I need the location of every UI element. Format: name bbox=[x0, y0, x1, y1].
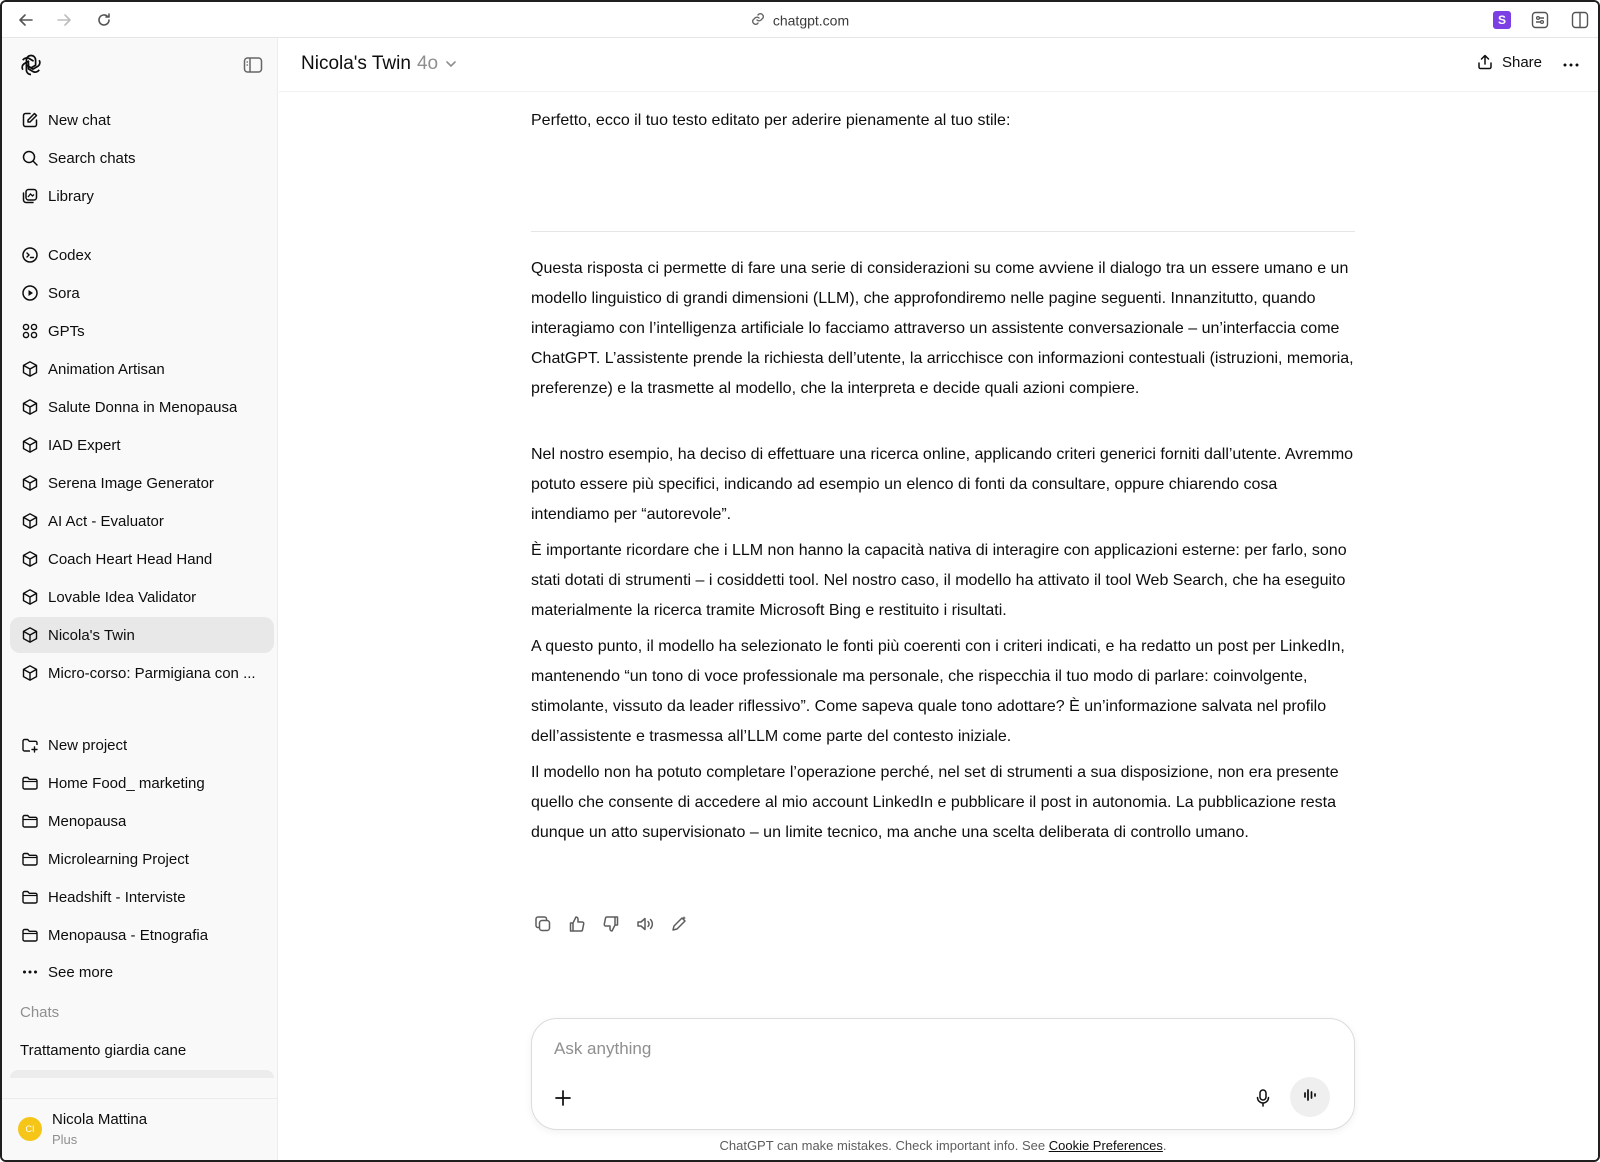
sidebar-item-label: Codex bbox=[48, 246, 92, 264]
sidebar-item-label: Coach Heart Head Hand bbox=[48, 550, 213, 568]
grid-icon bbox=[20, 321, 40, 341]
sidebar-item-gpt[interactable] bbox=[10, 541, 274, 577]
message-paragraph: È importante ricordare che i LLM non hanno la capacità nativa di interagire con applicazioni esterne: per farlo, sono stati dotati di strumenti – i cosiddetti tool. Nel nostro caso, il modello ha attivato il tool Web Search, che ha eseguito materialmente la ricerca tramite Microsoft Bing e restituito i risultati. bbox=[531, 542, 1347, 619]
chat-item-label: Trattamento giardia cane bbox=[20, 1041, 187, 1059]
cube-icon bbox=[20, 549, 40, 569]
voice-waveform-icon bbox=[1301, 1086, 1319, 1109]
sidebar-item-label: Menopausa - Etnografia bbox=[48, 926, 209, 944]
user-name: Nicola Mattina bbox=[52, 1111, 148, 1128]
folder-icon bbox=[20, 811, 40, 831]
chat-item[interactable] bbox=[10, 1032, 274, 1068]
microphone-icon[interactable] bbox=[1250, 1085, 1276, 1111]
split-view-icon[interactable] bbox=[1570, 10, 1590, 30]
share-button[interactable] bbox=[1476, 53, 1542, 71]
sidebar-item-label: Micro-corso: Parmigiana con ... bbox=[48, 664, 256, 682]
divider bbox=[531, 231, 1355, 232]
sidebar-item-sora[interactable] bbox=[10, 275, 274, 311]
sidebar-item-label: Sora bbox=[48, 284, 80, 302]
extension-s-icon[interactable] bbox=[1492, 10, 1512, 30]
cube-icon bbox=[20, 397, 40, 417]
sidebar-header bbox=[2, 38, 277, 92]
user-plan: Plus bbox=[52, 1132, 78, 1147]
library-label: Library bbox=[48, 187, 94, 205]
cube-icon bbox=[20, 359, 40, 379]
folder-icon bbox=[20, 849, 40, 869]
library-icon bbox=[20, 186, 40, 206]
edit-in-canvas-icon[interactable] bbox=[667, 912, 691, 936]
message-paragraph: Il modello non ha potuto completare l’operazione perché, nel set di strumenti a sua disposizione, non era presente quello che consente di accedere al mio account LinkedIn e pubblicare il post in autonomia. La pubblicazione resta dunque un atto supervisionato – un limite tecnico, ma anche una scelta deliberata di controllo umano. bbox=[531, 764, 1339, 841]
sidebar-item-label: IAD Expert bbox=[48, 436, 121, 454]
sidebar-item-label: GPTs bbox=[48, 322, 85, 340]
sidebar-item-gpts[interactable] bbox=[10, 313, 274, 349]
sidebar-item-codex[interactable] bbox=[10, 237, 274, 273]
new-chat-label: New chat bbox=[48, 111, 111, 129]
link-icon bbox=[751, 12, 765, 29]
folder-plus-icon bbox=[20, 735, 40, 755]
sidebar-item-label: Lovable Idea Validator bbox=[48, 588, 197, 606]
sidebar-item-gpt[interactable] bbox=[10, 389, 274, 425]
openai-logo-icon[interactable] bbox=[18, 52, 44, 78]
disclaimer-suffix: . bbox=[1162, 1138, 1167, 1153]
sidebar bbox=[2, 38, 278, 1160]
message-intro: Perfetto, ecco il tuo testo editato per aderire pienamente al tuo stile: bbox=[531, 112, 1011, 129]
sidebar-item-gpt[interactable] bbox=[10, 655, 274, 691]
chevron-down-icon bbox=[444, 57, 458, 71]
cookie-preferences-link[interactable]: Cookie Preferences bbox=[1048, 1138, 1163, 1153]
sidebar-item-project[interactable] bbox=[10, 803, 274, 839]
sidebar-item-project[interactable] bbox=[10, 765, 274, 801]
cube-icon bbox=[20, 511, 40, 531]
cube-icon bbox=[20, 663, 40, 683]
extension-letter: S bbox=[1493, 11, 1511, 29]
sidebar-item-label: Home Food_ marketing bbox=[48, 774, 205, 792]
library-button[interactable] bbox=[10, 178, 274, 214]
search-icon bbox=[20, 148, 40, 168]
sidebar-item-gpt[interactable] bbox=[10, 617, 274, 653]
browser-toolbar bbox=[2, 2, 1598, 38]
sidebar-item-gpt[interactable] bbox=[10, 465, 274, 501]
read-aloud-icon[interactable] bbox=[633, 912, 657, 936]
sidebar-toggle-icon[interactable] bbox=[242, 54, 264, 76]
message-paragraph: Nel nostro esempio, ha deciso di effettuare una ricerca online, applicando criteri generici forniti dall’utente. Avremmo potuto essere più specifici, indicando ad esempio un elenco di fonti da consultare, oppure chiarendo cosa intendiamo per “autorevole”. bbox=[531, 446, 1354, 523]
share-label: Share bbox=[1501, 53, 1542, 71]
see-more-label: See more bbox=[48, 963, 114, 981]
sidebar-item-label: Animation Artisan bbox=[48, 360, 165, 378]
avatar: CI bbox=[18, 1117, 42, 1141]
sidebar-item-label: Salute Donna in Menopausa bbox=[48, 398, 238, 416]
folder-icon bbox=[20, 773, 40, 793]
gpt-title: Nicola's Twin bbox=[301, 53, 411, 74]
sidebar-item-project[interactable] bbox=[10, 841, 274, 877]
message-paragraph: Questa risposta ci permette di fare una serie di considerazioni su come avviene il dialogo tra un essere umano e un modello linguistico di grandi dimensioni (LLM), che approfondiremo nelle pagine seguenti. Innanzitutto, quando interagiamo con l’intelligenza artificiale lo facciamo attraverso un assistente conversazionale – un’interfaccia come ChatGPT. L’assistente prende la richiesta dell’utente, la arricchisce con informazioni contestuali (istruzioni, memoria, preferenze) e la trasmette al modello, che la interpreta e decide quali azioni compiere. bbox=[531, 260, 1354, 397]
message-actions bbox=[531, 912, 701, 936]
thumbs-down-icon[interactable] bbox=[599, 912, 623, 936]
new-project-button[interactable] bbox=[10, 727, 274, 763]
more-horizontal-icon bbox=[20, 962, 40, 982]
sidebar-item-label: New project bbox=[48, 736, 128, 754]
settings-sliders-icon[interactable] bbox=[1530, 10, 1550, 30]
message-paragraph: A questo punto, il modello ha selezionato le fonti più coerenti con i criteri indicati, e ha redatto un post per LinkedIn, mantenendo “un tono di voce professionale ma personale, che rispecchia il tuo modo di parlare: coinvolgente, stimolante, vissuto da leader riflessivo”. Come sapeva quale tono adottare? È un’informazione salvata nel profilo dell’assistente e trasmessa all’LLM come parte del contesto iniziale. bbox=[531, 638, 1345, 745]
cube-icon bbox=[20, 587, 40, 607]
sidebar-item-label: AI Act - Evaluator bbox=[48, 512, 164, 530]
disclaimer bbox=[531, 1138, 1355, 1153]
sidebar-item-label: Serena Image Generator bbox=[48, 474, 214, 492]
thumbs-up-icon[interactable] bbox=[565, 912, 589, 936]
cube-icon bbox=[20, 473, 40, 493]
user-profile[interactable] bbox=[2, 1098, 277, 1160]
sidebar-item-gpt[interactable] bbox=[10, 427, 274, 463]
cube-icon bbox=[20, 435, 40, 455]
disclaimer-text: ChatGPT can make mistakes. Check important info. See bbox=[719, 1138, 1049, 1153]
model-selector[interactable] bbox=[301, 53, 458, 75]
play-icon bbox=[20, 283, 40, 303]
sidebar-item-label: Menopausa bbox=[48, 812, 127, 830]
model-version: 4o bbox=[416, 53, 439, 74]
edit-icon bbox=[20, 110, 40, 130]
see-more-button[interactable] bbox=[10, 954, 274, 990]
share-icon bbox=[1476, 53, 1494, 71]
chats-heading: Chats bbox=[20, 1004, 60, 1021]
cube-icon bbox=[20, 625, 40, 645]
url-text: chatgpt.com bbox=[772, 12, 850, 29]
new-chat-button[interactable] bbox=[10, 102, 274, 138]
sidebar-item-gpt[interactable] bbox=[10, 503, 274, 539]
plus-icon[interactable] bbox=[550, 1085, 576, 1111]
composer bbox=[531, 1018, 1355, 1130]
chat-header bbox=[279, 38, 1598, 92]
sidebar-item-label: Nicola's Twin bbox=[48, 626, 135, 644]
search-chats-button[interactable] bbox=[10, 140, 274, 176]
voice-mode-button[interactable] bbox=[1290, 1077, 1330, 1117]
sidebar-item-gpt[interactable] bbox=[10, 579, 274, 615]
sidebar-item-project[interactable] bbox=[10, 879, 274, 915]
chat-item-peek bbox=[10, 1070, 274, 1078]
sidebar-item-label: Headshift - Interviste bbox=[48, 888, 186, 906]
address-bar[interactable] bbox=[2, 11, 1598, 29]
search-chats-label: Search chats bbox=[48, 149, 136, 167]
sidebar-item-project[interactable] bbox=[10, 917, 274, 953]
folder-icon bbox=[20, 925, 40, 945]
copy-icon[interactable] bbox=[531, 912, 555, 936]
sidebar-item-gpt[interactable] bbox=[10, 351, 274, 387]
folder-icon bbox=[20, 887, 40, 907]
prompt-input[interactable] bbox=[554, 1035, 1314, 1063]
terminal-icon bbox=[20, 245, 40, 265]
sidebar-item-label: Microlearning Project bbox=[48, 850, 189, 868]
main-panel bbox=[279, 38, 1598, 1160]
more-options-icon[interactable] bbox=[1560, 54, 1582, 76]
